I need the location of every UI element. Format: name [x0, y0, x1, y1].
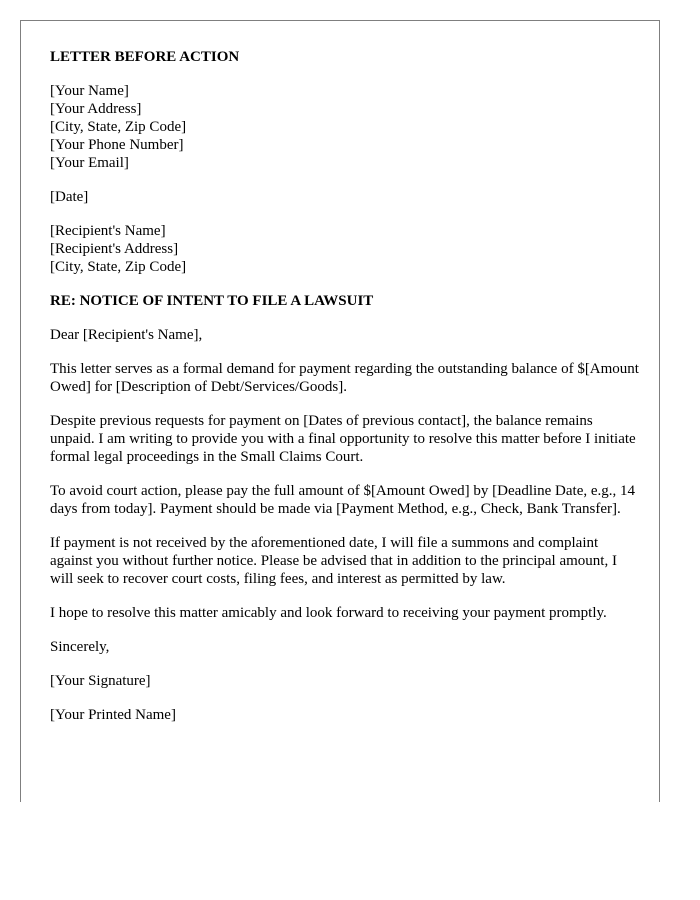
signature-placeholder: [Your Signature]: [50, 673, 151, 689]
recipient-address: [Recipient's Address]: [50, 241, 179, 257]
sender-email: [Your Email]: [50, 155, 129, 171]
sender-city-state-zip: [City, State, Zip Code]: [50, 119, 187, 135]
closing: Sincerely,: [50, 639, 110, 655]
body-paragraph-payment-terms: To avoid court action, please pay the full amount of $[Amount Owed] by [Deadline Date, e.g., 14 days from today]. Payment should be made via [Payment Method, e.g., Check, Bank Transfer].: [50, 483, 636, 517]
body-paragraph-consequences: If payment is not received by the aforementioned date, I will file a summons and complaint against you without further notice. Please be advised that in addition to the principal amount, I will seek to recover court costs, filing fees, and interest as permitted by law.: [50, 535, 617, 587]
sender-phone: [Your Phone Number]: [50, 137, 184, 153]
printed-name: [Your Printed Name]: [50, 707, 176, 723]
body-paragraph-demand: This letter serves as a formal demand for payment regarding the outstanding balance of $[Amount Owed] for [Description of Debt/Services/Goods].: [50, 361, 639, 395]
letter-date: [Date]: [50, 189, 89, 205]
recipient-name: [Recipient's Name]: [50, 223, 166, 239]
sender-block: [50, 82, 640, 172]
body-paragraph-closing-remark: I hope to resolve this matter amicably and look forward to receiving your payment promptly.: [50, 605, 607, 621]
sender-address: [Your Address]: [50, 101, 142, 117]
letter-subject: RE: NOTICE OF INTENT TO FILE A LAWSUIT: [50, 293, 374, 309]
recipient-city-state-zip: [City, State, Zip Code]: [50, 259, 187, 275]
letter-title: LETTER BEFORE ACTION: [50, 49, 240, 65]
body-paragraph-previous-requests: Despite previous requests for payment on [Dates of previous contact], the balance remains unpaid. I am writing to provide you with a final opportunity to resolve this matter before I initiate formal legal proceedings in the Small Claims Court.: [50, 413, 636, 465]
recipient-block: [50, 222, 640, 276]
letter-page: [20, 20, 660, 802]
letter-content: [50, 48, 640, 724]
salutation: Dear [Recipient's Name],: [50, 327, 203, 343]
sender-name: [Your Name]: [50, 83, 129, 99]
